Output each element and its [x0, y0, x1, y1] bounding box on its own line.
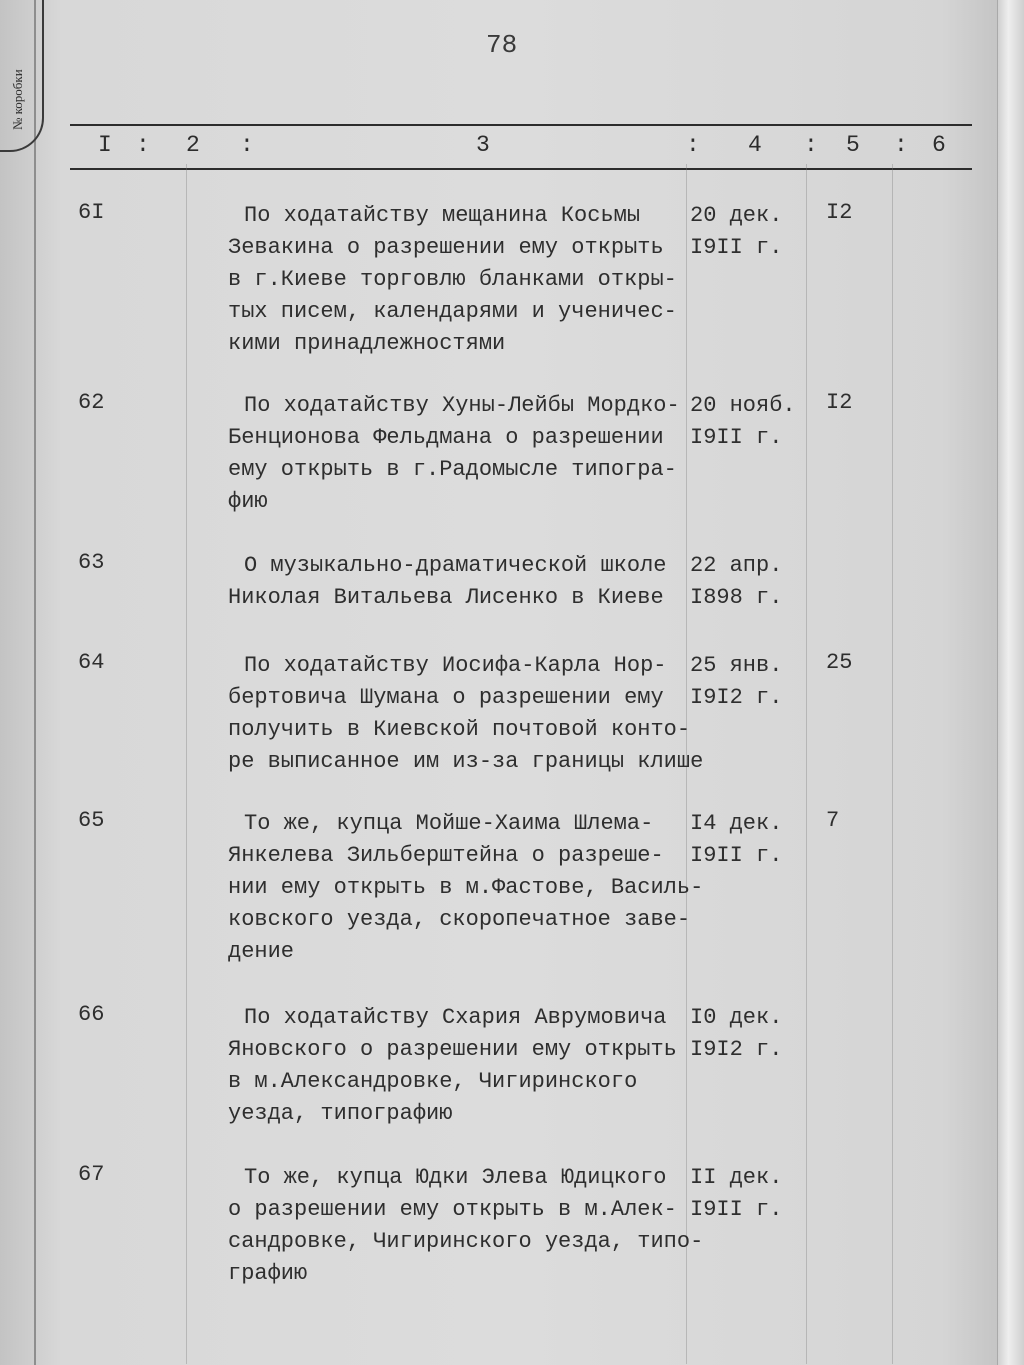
date-line: I9I2 г. — [690, 685, 783, 710]
description-line: По ходатайству Иосифа-Карла Нор- — [244, 653, 667, 678]
entry-number: 64 — [78, 650, 105, 675]
header-sep: : — [804, 132, 818, 158]
description-line: Бенционова Фельдмана о разрешении — [228, 425, 664, 450]
entry-description — [228, 650, 704, 778]
table-header — [70, 128, 972, 164]
description-line: в г.Киеве торговлю бланками откры- — [228, 267, 677, 292]
description-line: По ходатайству мещанина Косьмы — [244, 203, 641, 228]
box-number-label: № коробки — [10, 69, 25, 130]
description-line: ре выписанное им из-за границы клише — [228, 749, 704, 774]
description-line: Николая Витальева Лисенко в Киеве — [228, 585, 664, 610]
entry-date — [690, 1002, 782, 1066]
date-line: I898 г. — [690, 585, 783, 610]
entry-sheet-count: I2 — [826, 200, 853, 225]
header-col-4: 4 — [748, 132, 762, 158]
date-line: I9II г. — [690, 235, 783, 260]
header-col-6: 6 — [932, 132, 946, 158]
entry-date — [690, 650, 782, 714]
header-sep: : — [136, 132, 150, 158]
date-line: II дек. — [690, 1165, 783, 1190]
entry-date — [690, 808, 782, 872]
date-line: 25 янв. — [690, 653, 783, 678]
header-col-1: I — [98, 132, 112, 158]
description-line: кими принадлежностями — [228, 331, 506, 356]
date-line: 20 дек. — [690, 203, 783, 228]
date-line: I9II г. — [690, 425, 783, 450]
description-line: ему открыть в г.Радомысле типогра- — [228, 457, 677, 482]
entry-number: 6I — [78, 200, 105, 225]
entry-number: 66 — [78, 1002, 105, 1027]
header-col-3: 3 — [476, 132, 490, 158]
column-line — [892, 164, 893, 1364]
description-line: Яновского о разрешении ему открыть — [228, 1037, 677, 1062]
description-line: Зевакина о разрешении ему открыть — [228, 235, 664, 260]
column-line — [806, 164, 807, 1364]
entry-number: 62 — [78, 390, 105, 415]
entry-number: 63 — [78, 550, 105, 575]
date-line: 20 нояб. — [690, 393, 796, 418]
description-line: в м.Александровке, Чигиринского — [228, 1069, 638, 1094]
date-line: I9II г. — [690, 1197, 783, 1222]
entry-description — [228, 550, 698, 614]
description-line: нии ему открыть в м.Фастове, Василь- — [228, 875, 704, 900]
header-sep: : — [686, 132, 700, 158]
entry-number: 67 — [78, 1162, 105, 1187]
description-line: фию — [228, 489, 268, 514]
margin-line — [34, 0, 36, 1365]
entry-number: 65 — [78, 808, 105, 833]
entry-date — [690, 200, 782, 264]
entry-description — [228, 808, 704, 968]
entry-sheet-count: 7 — [826, 808, 840, 833]
description-line: о разрешении ему открыть в м.Алек- — [228, 1197, 677, 1222]
entry-description — [228, 1002, 698, 1130]
entry-date — [690, 550, 782, 614]
entry-sheet-count: 25 — [826, 650, 853, 675]
header-bottom-rule — [70, 168, 972, 170]
entry-description — [228, 200, 698, 360]
description-line: По ходатайству Хуны-Лейбы Мордко- — [244, 393, 680, 418]
header-sep: : — [894, 132, 908, 158]
description-line: О музыкально-драматической школе — [244, 553, 667, 578]
date-line: I0 дек. — [690, 1005, 783, 1030]
description-line: ковского уезда, скоропечатное заве- — [228, 907, 691, 932]
entry-description — [228, 390, 698, 518]
entry-description — [228, 1162, 704, 1290]
description-line: сандровке, Чигиринского уезда, типо- — [228, 1229, 704, 1254]
description-line: графию — [228, 1261, 308, 1286]
date-line: I4 дек. — [690, 811, 783, 836]
date-line: I9II г. — [690, 843, 783, 868]
description-line: бертовича Шумана о разрешении ему — [228, 685, 664, 710]
column-line — [186, 164, 187, 1364]
description-line: То же, купца Юдки Элева Юдицкого — [244, 1165, 667, 1190]
description-line: тых писем, календарями и ученичес- — [228, 299, 677, 324]
header-col-5: 5 — [846, 132, 860, 158]
description-line: дение — [228, 939, 295, 964]
description-line: получить в Киевской почтовой конто- — [228, 717, 691, 742]
header-col-2: 2 — [186, 132, 200, 158]
entry-date — [690, 390, 796, 454]
description-line: Янкелева Зильберштейна о разреше- — [228, 843, 664, 868]
page-edge — [997, 0, 1024, 1365]
date-line: I9I2 г. — [690, 1037, 783, 1062]
description-line: уезда, типографию — [228, 1101, 453, 1126]
header-sep: : — [240, 132, 254, 158]
date-line: 22 апр. — [690, 553, 783, 578]
entry-date — [690, 1162, 782, 1226]
page-number: 78 — [486, 30, 518, 60]
description-line: По ходатайству Схария Аврумовича — [244, 1005, 667, 1030]
entry-sheet-count: I2 — [826, 390, 853, 415]
header-top-rule — [70, 124, 972, 126]
description-line: То же, купца Мойше-Хаима Шлема- — [244, 811, 654, 836]
